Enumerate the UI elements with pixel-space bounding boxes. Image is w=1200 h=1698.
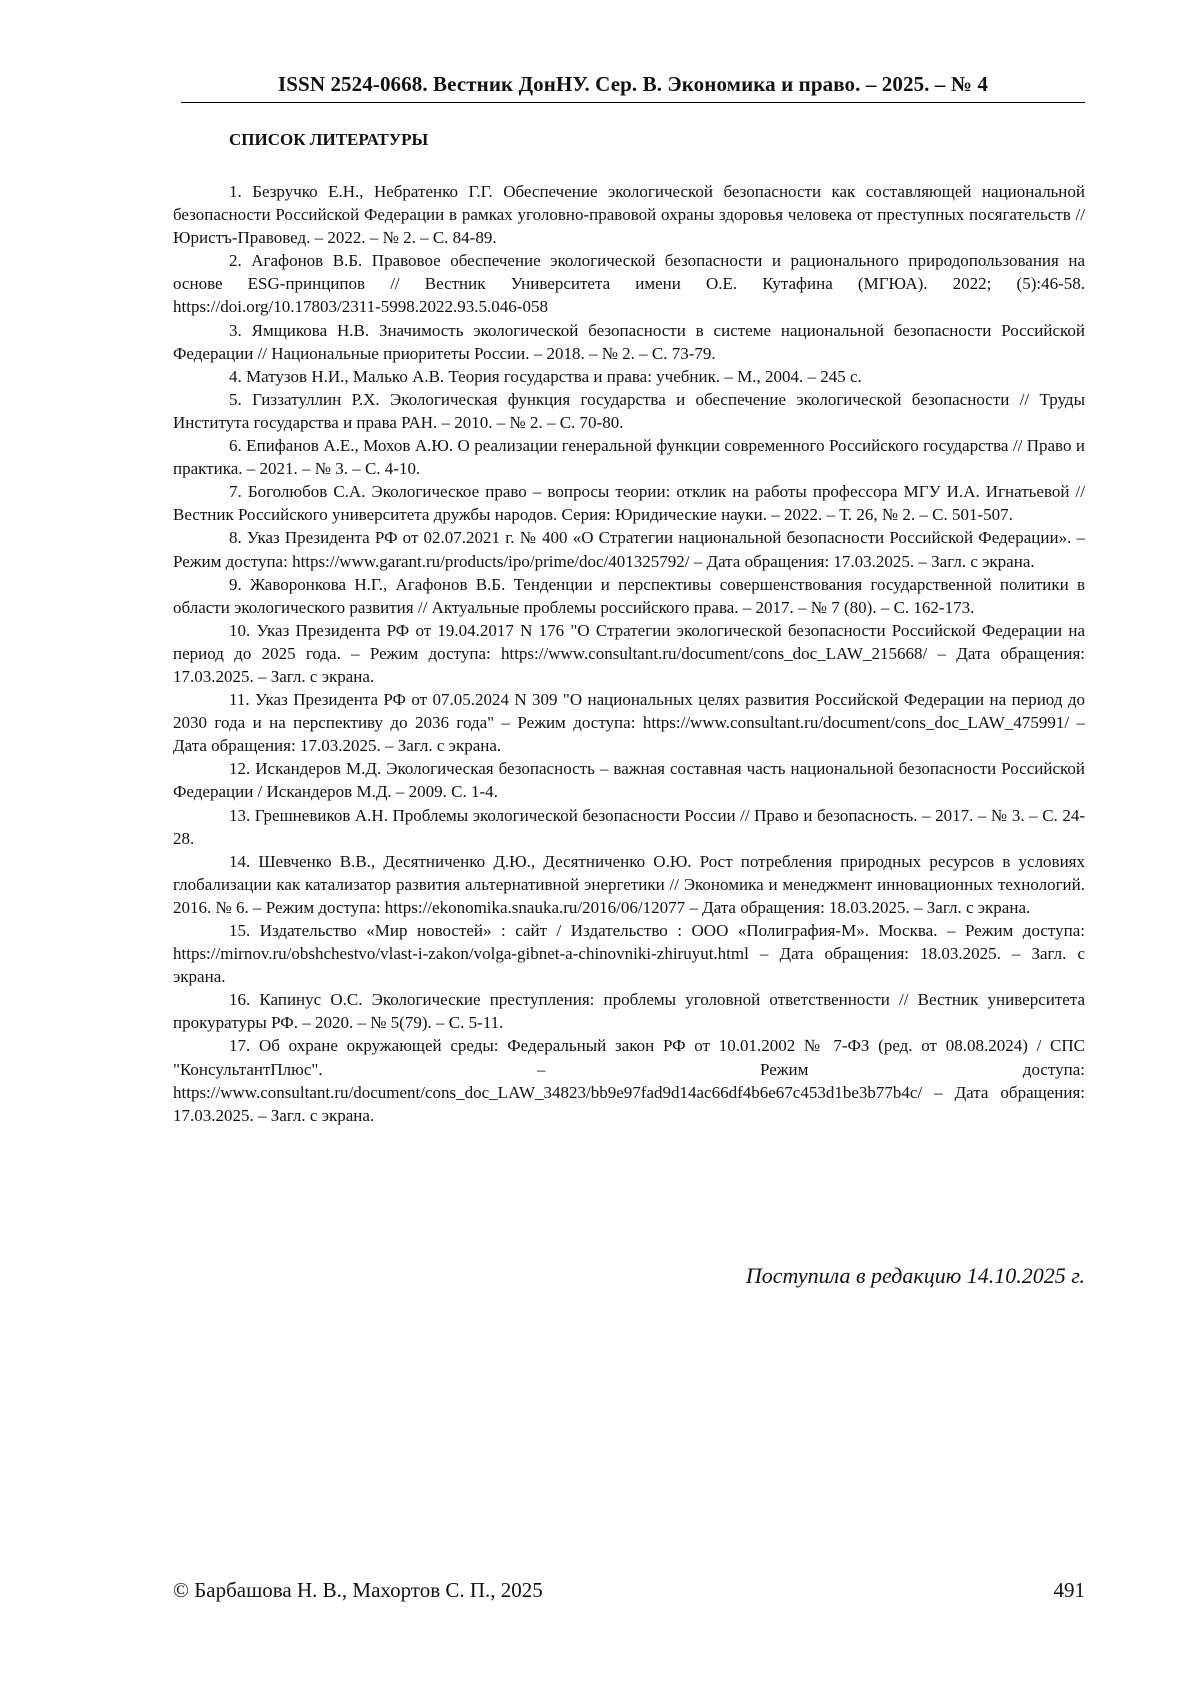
reference-item-7: 7. Боголюбов С.А. Экологическое право – вопросы теории: отклик на работы профессора МГУ И.А. Игнатьевой // Вестник Российского университета дружбы народов. Серия: Юридические науки. – 2022. – Т. 26, № 2. – С. 501-507. bbox=[173, 482, 1085, 525]
copyright-notice: © Барбашова Н. В., Махортов С. П., 2025 bbox=[173, 1578, 543, 1602]
reference-item-14: 14. Шевченко В.В., Десятниченко Д.Ю., Десятниченко О.Ю. Рост потребления природных ресурсов в условиях глобализации как катализатор развития альтернативной энергетики // Экономика и менеджмент инновационных технологий. 2016. № 6. – Режим доступа: https://ekonomika.snauka.ru/2016/06/12077 – Дата обращения: 18.03.2025. – Загл. с экрана. bbox=[173, 851, 1085, 917]
section-title: СПИСОК ЛИТЕРАТУРЫ bbox=[229, 130, 429, 149]
reference-item-15: 15. Издательство «Мир новостей» : сайт / Издательство : ООО «Полиграфия-М». Москва. – Режим доступа: https://mirnov.ru/obshchestvo/vlast-i-zakon/volga-gibnet-a-chinovniki-zhiruyut.html – Дата обращения: 18.03.2025. – Загл. с экрана. bbox=[173, 921, 1085, 987]
reference-item-3: 3. Ямщикова Н.В. Значимость экологической безопасности в системе национальной безопасности Российской Федерации // Национальные приоритеты России. – 2018. – № 2. – С. 73-79. bbox=[173, 320, 1085, 363]
reference-item-2: 2. Агафонов В.Б. Правовое обеспечение экологической безопасности и рационального природопользования на основе ESG-принципов // Вестник Университета имени О.Е. Кутафина (МГЮА). 2022; (5):46-58. https://doi.org/10.17803/2311-5998.2022.93.5.046-058 bbox=[173, 251, 1085, 317]
reference-item-1: 1. Безручко Е.Н., Небратенко Г.Г. Обеспечение экологической безопасности как составляющей национальной безопасности Российской Федерации в рамках уголовно-правовой охраны здоровья человека от преступных посягательств // Юристъ-Правовед. – 2022. – № 2. – С. 84-89. bbox=[173, 182, 1085, 248]
reference-list bbox=[173, 180, 1085, 1127]
received-date-note: Поступила в редакцию 14.10.2025 г. bbox=[745, 1263, 1085, 1288]
reference-item-12: 12. Искандеров М.Д. Экологическая безопасность – важная составная часть национальной безопасности Российской Федерации / Искандеров М.Д. – 2009. С. 1-4. bbox=[173, 759, 1085, 802]
page-number: 491 bbox=[1053, 1578, 1085, 1602]
reference-item-17: 17. Об охране окружающей среды: Федеральный закон РФ от 10.01.2002 № 7-ФЗ (ред. от 08.08.2024) / СПС "КонсультантПлюс". – Режим доступа: https://www.consultant.ru/document/cons_doc_LAW_34823/bb9e97fad9d14ac66df4b6e67c453d1be3b77b4c/ – Дата обращения: 17.03.2025. – Загл. с экрана. bbox=[173, 1036, 1085, 1125]
journal-header: ISSN 2524-0668. Вестник ДонНУ. Сер. В. Экономика и право. – 2025. – № 4 bbox=[181, 72, 1085, 103]
reference-item-16: 16. Капинус О.С. Экологические преступления: проблемы уголовной ответственности // Вестник университета прокуратуры РФ. – 2020. – № 5(79). – С. 5-11. bbox=[173, 990, 1085, 1033]
reference-item-13: 13. Грешневиков А.Н. Проблемы экологической безопасности России // Право и безопасность. – 2017. – № 3. – С. 24-28. bbox=[173, 805, 1085, 848]
reference-item-4: 4. Матузов Н.И., Малько А.В. Теория государства и права: учебник. – М., 2004. – 245 с. bbox=[229, 366, 862, 386]
reference-item-11: 11. Указ Президента РФ от 07.05.2024 N 309 "О национальных целях развития Российской Федерации на период до 2030 года и на перспективу до 2036 года" – Режим доступа: https://www.consultant.ru/document/cons_doc_LAW_475991/ – Дата обращения: 17.03.2025. – Загл. с экрана. bbox=[173, 690, 1085, 756]
reference-item-6: 6. Епифанов А.Е., Мохов А.Ю. О реализации генеральной функции современного Российского государства // Право и практика. – 2021. – № 3. – С. 4-10. bbox=[173, 436, 1085, 479]
reference-item-8: 8. Указ Президента РФ от 02.07.2021 г. № 400 «О Стратегии национальной безопасности Российской Федерации». – Режим доступа: https://www.garant.ru/products/ipo/prime/doc/401325792/ – Дата обращения: 17.03.2025. – Загл. с экрана. bbox=[173, 528, 1085, 571]
reference-item-10: 10. Указ Президента РФ от 19.04.2017 N 176 "О Стратегии экологической безопасности Российской Федерации на период до 2025 года. – Режим доступа: https://www.consultant.ru/document/cons_doc_LAW_215668/ – Дата обращения: 17.03.2025. – Загл. с экрана. bbox=[173, 620, 1085, 686]
reference-item-5: 5. Гиззатуллин Р.Х. Экологическая функция государства и обеспечение экологической безопасности // Труды Института государства и права РАН. – 2010. – № 2. – С. 70-80. bbox=[173, 389, 1085, 432]
reference-item-9: 9. Жаворонкова Н.Г., Агафонов В.Б. Тенденции и перспективы совершенствования государственной политики в области экологического развития // Актуальные проблемы российского права. – 2017. – № 7 (80). – С. 162-173. bbox=[173, 574, 1085, 617]
